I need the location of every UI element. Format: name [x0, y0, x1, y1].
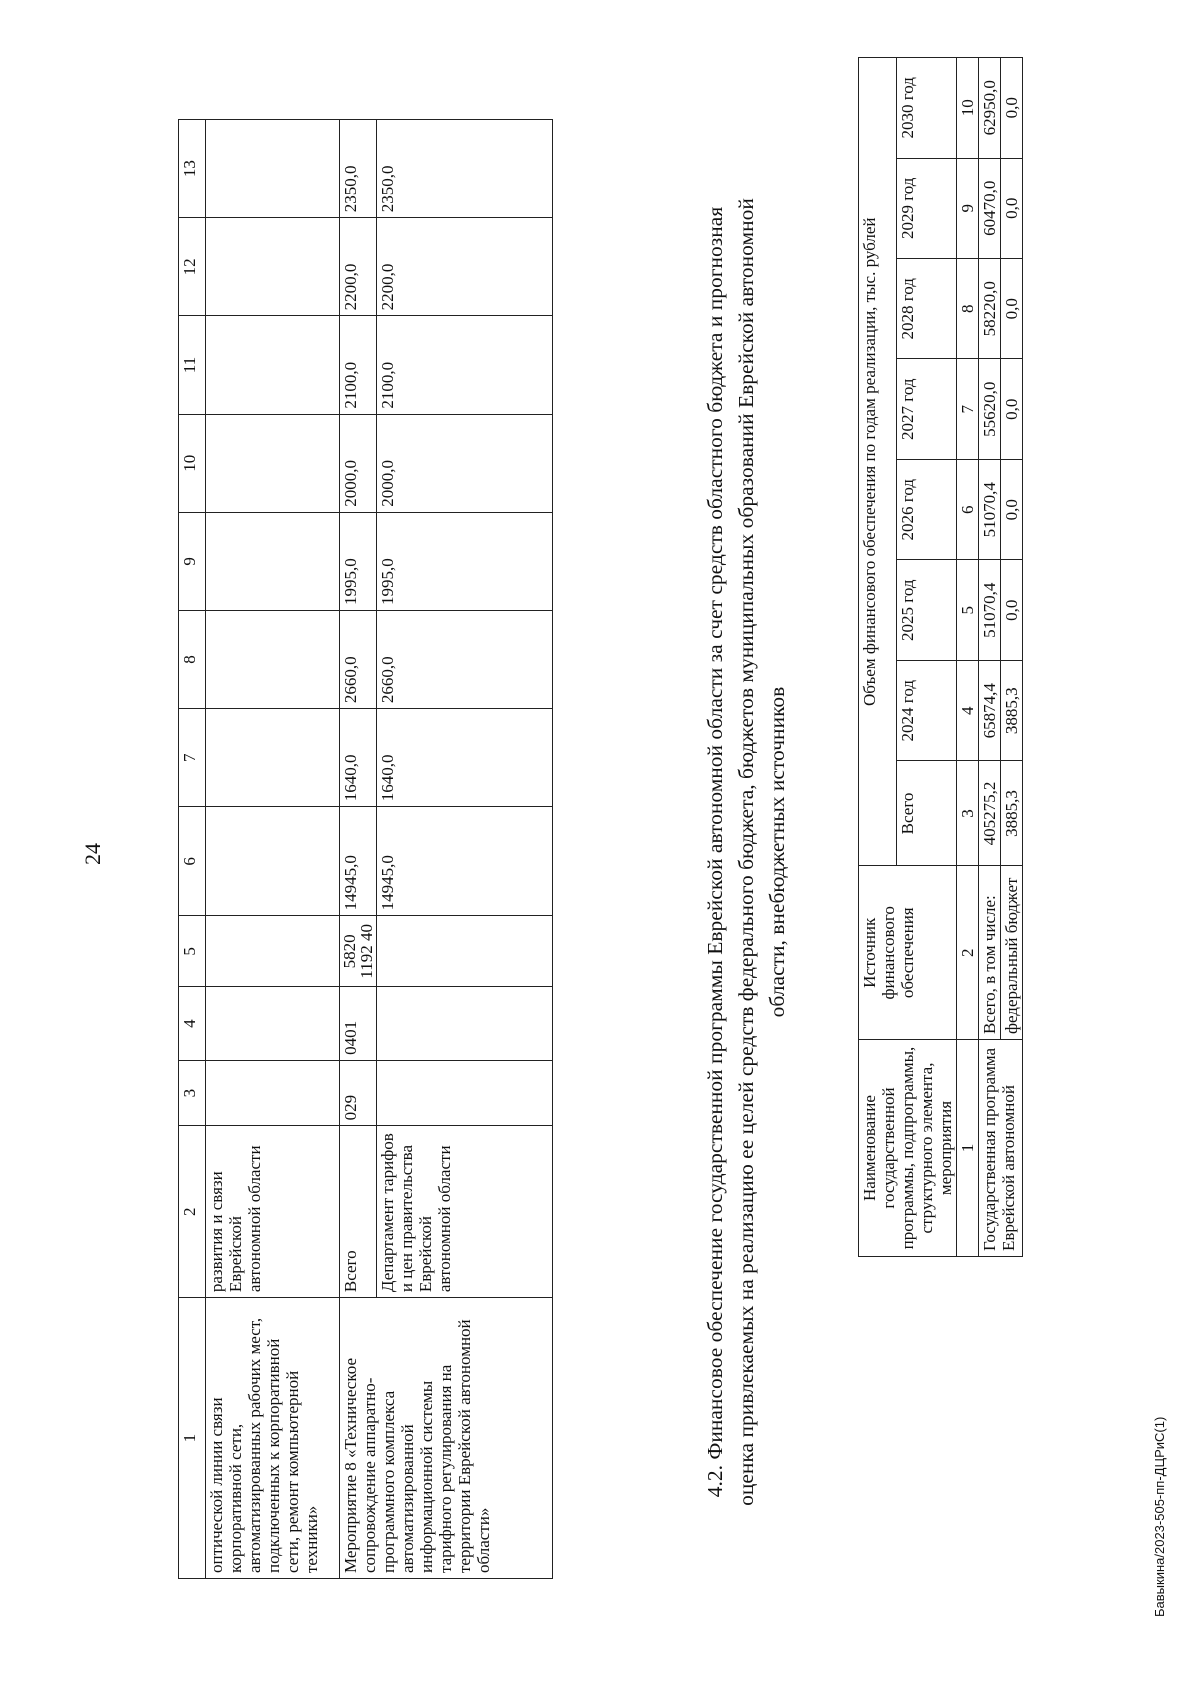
header-year: 2027 год	[897, 359, 957, 459]
col-num: 3	[179, 1060, 206, 1125]
table-row	[340, 120, 377, 1579]
col-num: 12	[179, 218, 206, 316]
col-num: 10	[179, 414, 206, 512]
header-year: 2026 год	[897, 459, 957, 559]
value-cell: 2660,0	[377, 610, 553, 708]
value-cell: 2100,0	[377, 316, 553, 414]
header-total: Всего	[897, 761, 957, 866]
value-cell: 3885,3	[1001, 660, 1023, 760]
column-numbers-row	[957, 58, 979, 1257]
value-cell: 2660,0	[340, 610, 377, 708]
col-num: 4	[957, 660, 979, 760]
col-num: 2	[957, 866, 979, 1040]
col-num: 9	[957, 158, 979, 258]
header-source: Источник финансового обеспечения	[859, 866, 957, 1040]
financing-table	[858, 57, 1023, 1257]
value-cell: 2200,0	[340, 218, 377, 316]
value-cell: 65874,4	[979, 660, 1001, 760]
measures-table	[178, 119, 553, 1579]
col-num: 9	[179, 512, 206, 610]
header-row	[859, 58, 897, 1257]
header-program-name: Наименование государственной программы, подпрограммы, структурного элемента, мероприятия	[859, 1040, 957, 1257]
header-year: 2028 год	[897, 259, 957, 359]
value-cell: 14945,0	[377, 807, 553, 916]
document-code: Бавыкина/2023-505-пп-ДЦРиС(1)	[1152, 1416, 1167, 1617]
executor-cell: Всего	[340, 1126, 377, 1298]
value-cell: 2350,0	[340, 120, 377, 218]
col-num: 5	[957, 560, 979, 660]
col-num: 10	[957, 58, 979, 159]
col-num: 7	[957, 359, 979, 459]
value-cell: 1640,0	[377, 709, 553, 807]
value-cell: 58220,0	[979, 259, 1001, 359]
col-num: 11	[179, 316, 206, 414]
header-year: 2025 год	[897, 560, 957, 660]
value-cell: 0,0	[1001, 58, 1023, 159]
col-num: 6	[957, 459, 979, 559]
section-code-cell: 0401	[340, 987, 377, 1061]
value-cell: 60470,0	[979, 158, 1001, 258]
col-num: 5	[179, 916, 206, 987]
value-cell: 2200,0	[377, 218, 553, 316]
header-year: 2024 год	[897, 660, 957, 760]
value-cell: 51070,4	[979, 459, 1001, 559]
header-year: 2029 год	[897, 158, 957, 258]
value-cell: 0,0	[1001, 259, 1023, 359]
col-num: 4	[179, 987, 206, 1061]
column-numbers-row	[179, 120, 206, 1579]
col-num: 6	[179, 807, 206, 916]
value-cell: 1640,0	[340, 709, 377, 807]
value-cell: 2100,0	[340, 316, 377, 414]
program-name-cell: Государственная программа Еврейской автономной	[979, 1040, 1023, 1257]
col-num: 1	[957, 1040, 979, 1257]
section-title: 4.2. Финансовое обеспечение государственной программы Еврейской автономной области за счет средств областного бюджета и прогнозная оценка привлекаемых на реализацию ее целей средств федерального бюджета, бюджетов муниципальных образований Еврейской автономной области, внебюджетных источников	[703, 198, 789, 1506]
value-cell: 0,0	[1001, 560, 1023, 660]
value-cell: 2000,0	[340, 414, 377, 512]
value-cell: 0,0	[1001, 158, 1023, 258]
value-cell: 14945,0	[340, 807, 377, 916]
table-row	[206, 120, 340, 1579]
value-cell: 55620,0	[979, 359, 1001, 459]
value-cell: 0,0	[1001, 459, 1023, 559]
executor-cell: Департамент тарифов и цен правительства Еврейской автономной области	[377, 1126, 553, 1298]
value-cell: 51070,4	[979, 560, 1001, 660]
measure-name-cell: Мероприятие 8 «Техническое сопровождение аппаратно-программного комплекса автоматизированной информационной системы тарифного регулирования на территории Еврейской автономной области»	[340, 1298, 553, 1579]
col-num: 13	[179, 120, 206, 218]
value-cell: 0,0	[1001, 359, 1023, 459]
value-cell: 2350,0	[377, 120, 553, 218]
col-num: 7	[179, 709, 206, 807]
total-cell: 3885,3	[1001, 761, 1023, 866]
value-cell: 1995,0	[340, 512, 377, 610]
header-year: 2030 год	[897, 58, 957, 159]
header-volume: Объем финансового обеспечения по годам реализации, тыс. рублей	[859, 58, 897, 866]
col-num: 8	[179, 610, 206, 708]
table-row	[979, 58, 1001, 1257]
measure-name-cell: оптической линии связи корпоративной сети, автоматизированных рабочих мест, подключенных к корпоративной сети, ремонт компьютерной техники»	[206, 1298, 340, 1579]
grbs-cell: 029	[340, 1060, 377, 1125]
target-item-cell: 5820 1192 40	[340, 916, 377, 987]
col-num: 3	[957, 761, 979, 866]
col-num: 1	[179, 1298, 206, 1579]
col-num: 2	[179, 1126, 206, 1298]
value-cell: 1995,0	[377, 512, 553, 610]
source-cell: Всего, в том числе:	[979, 866, 1001, 1040]
page-number: 24	[80, 843, 105, 865]
value-cell: 2000,0	[377, 414, 553, 512]
executor-cell: развития и связи Еврейской автономной области	[206, 1126, 340, 1298]
total-cell: 405275,2	[979, 761, 1001, 866]
source-cell: федеральный бюджет	[1001, 866, 1023, 1040]
col-num: 8	[957, 259, 979, 359]
value-cell: 62950,0	[979, 58, 1001, 159]
